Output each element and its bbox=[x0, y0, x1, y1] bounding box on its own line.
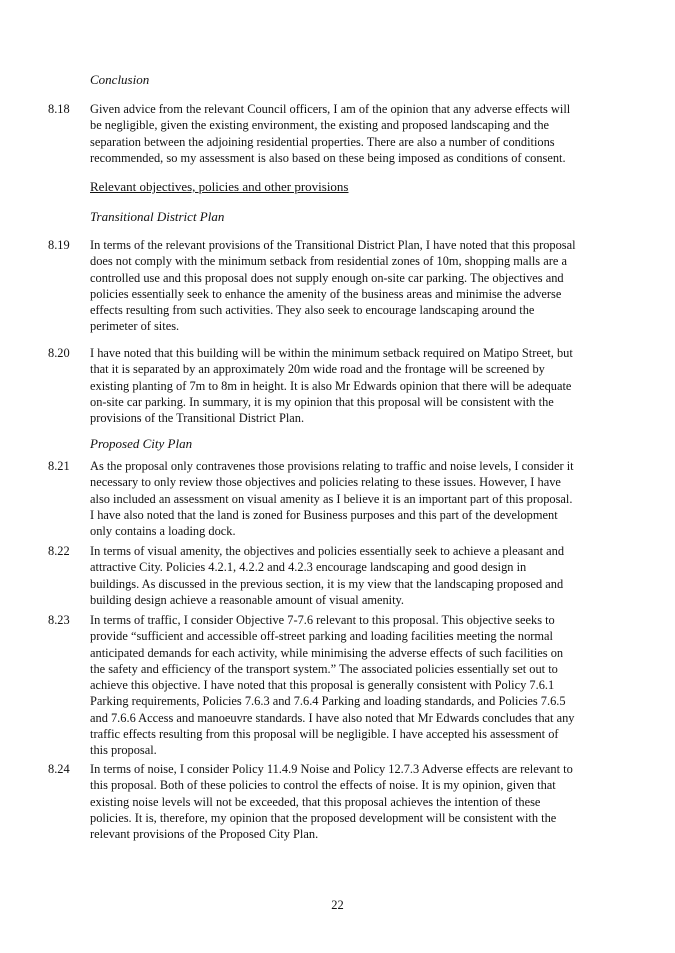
heading-proposed-city-plan: Proposed City Plan bbox=[90, 436, 193, 451]
paragraph-number: 8.18 bbox=[48, 102, 70, 116]
line: also included an assessment on visual amenity as I believe it is an important part of this proposal. bbox=[90, 491, 573, 506]
line: policies essentially seek to enhance the amenity of the business areas and minimise the adverse bbox=[90, 286, 562, 301]
line: existing planting of 7m to 8m in height. It is also Mr Edwards opinion that there will be adequate bbox=[90, 378, 572, 393]
paragraph-number: 8.20 bbox=[48, 346, 70, 360]
paragraph-8-22 bbox=[48, 543, 633, 608]
line: provisions of the Transitional District Plan. bbox=[90, 411, 305, 426]
paragraph-number: 8.19 bbox=[48, 238, 70, 252]
line: be negligible, given the existing environment, the existing and proposed landscaping and the bbox=[90, 118, 550, 133]
line: separation between the adjoining residential properties. There are also a number of conditions bbox=[90, 134, 555, 149]
paragraph-8-19 bbox=[48, 237, 633, 335]
paragraph-number: 8.21 bbox=[48, 459, 70, 473]
line: In terms of traffic, I consider Objective 7-7.6 relevant to this proposal. This objective seeks to bbox=[90, 613, 555, 627]
line: this proposal. Both of these policies to control the effects of noise. It is my opinion, given that bbox=[90, 778, 556, 793]
paragraph-8-24 bbox=[48, 761, 633, 842]
heading-conclusion: Conclusion bbox=[90, 72, 150, 87]
line: Parking requirements, Policies 7.6.3 and 7.6.4 Parking and loading standards, and Policies 7.6.5 bbox=[90, 694, 566, 709]
paragraph-number: 8.22 bbox=[48, 544, 70, 558]
line: anticipated demands for each activity, while minimising the adverse effects of such facilities on bbox=[90, 645, 564, 660]
line: In terms of the relevant provisions of the Transitional District Plan, I have noted that this proposal bbox=[90, 238, 576, 252]
line: achieve this objective. I have noted that this proposal is generally consistent with Policy 7.6.1 bbox=[90, 678, 555, 693]
line: buildings. As discussed in the previous section, it is my view that the landscaping proposed and bbox=[90, 576, 564, 591]
line: and 7.6.6 Access and manoeuvre standards. I have also noted that Mr Edwards concludes that any bbox=[90, 710, 575, 725]
line: In terms of visual amenity, the objectives and policies essentially seek to achieve a pleasant and bbox=[90, 544, 565, 558]
line: I have also noted that the land is zoned for Business purposes and this part of the development bbox=[90, 507, 558, 522]
line: the safety and efficiency of the transport system.” The associated policies essentially set out to bbox=[90, 661, 558, 676]
page-number: 22 bbox=[331, 898, 344, 912]
line: recommended, so my assessment is also based on these being imposed as conditions of consent. bbox=[90, 150, 566, 165]
heading-relevant-objectives: Relevant objectives, policies and other provisions bbox=[90, 179, 349, 194]
line: relevant provisions of the Proposed City Plan. bbox=[90, 827, 319, 842]
line: this proposal. bbox=[90, 743, 157, 758]
paragraph-8-21 bbox=[48, 458, 633, 539]
paragraph-number: 8.24 bbox=[48, 762, 70, 776]
line: Given advice from the relevant Council officers, I am of the opinion that any adverse effects will bbox=[90, 102, 571, 116]
paragraph-number: 8.23 bbox=[48, 613, 70, 627]
line: does not comply with the minimum setback from residential zones of 10m, shopping malls are a bbox=[90, 254, 567, 269]
paragraph-8-20 bbox=[48, 345, 633, 426]
line: effects resulting from such activities. They also seek to encourage landscaping around the bbox=[90, 303, 535, 318]
line: I have noted that this building will be within the minimum setback required on Matipo Street, but bbox=[90, 346, 573, 360]
paragraph-8-18 bbox=[48, 101, 633, 166]
heading-transitional-district-plan: Transitional District Plan bbox=[90, 209, 225, 224]
line: existing noise levels will not be exceeded, that this proposal achieves the intention of these bbox=[90, 794, 541, 809]
line: As the proposal only contravenes those provisions relating to traffic and noise levels, I consider it bbox=[90, 459, 574, 473]
line: provide “sufficient and accessible off-street parking and loading facilities meeting the normal bbox=[90, 629, 553, 644]
line: necessary to only review those objectives and policies relating to these issues. However, I have bbox=[90, 475, 561, 490]
line: attractive City. Policies 4.2.1, 4.2.2 and 4.2.3 encourage landscaping and good design in bbox=[90, 560, 527, 575]
line: that it is separated by an approximately 20m wide road and the frontage will be screened by bbox=[90, 362, 545, 377]
line: on-site car parking. In summary, it is my opinion that this proposal will be consistent with the bbox=[90, 394, 554, 409]
line: policies. It is, therefore, my opinion that the proposed development will be consistent with the bbox=[90, 810, 557, 825]
line: In terms of noise, I consider Policy 11.4.9 Noise and Policy 12.7.3 Adverse effects are relevant to bbox=[90, 762, 573, 776]
line: controlled use and this proposal does not supply enough on-site car parking. The objectives and bbox=[90, 270, 564, 285]
line: only contains a loading dock. bbox=[90, 524, 236, 539]
line: building design achieve a reasonable amount of visual amenity. bbox=[90, 592, 405, 607]
line: perimeter of sites. bbox=[90, 319, 180, 334]
line: traffic effects resulting from this proposal will be negligible. I have accepted his assessment of bbox=[90, 727, 559, 742]
paragraph-8-23 bbox=[48, 612, 633, 759]
